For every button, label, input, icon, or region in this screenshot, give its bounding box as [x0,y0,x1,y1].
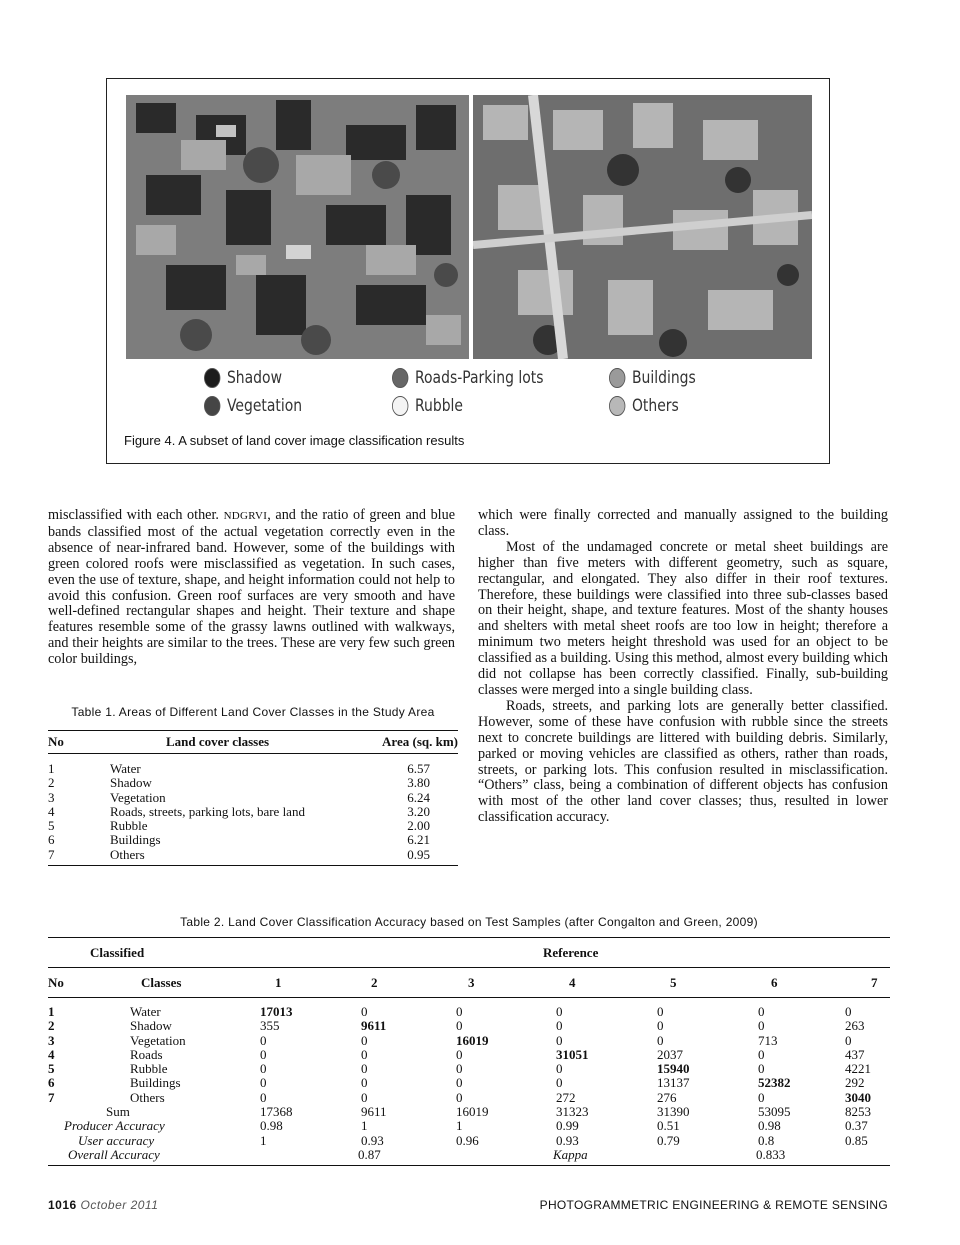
cell-no: 5 [48,1061,55,1077]
table2-row [48,1062,890,1076]
figure-legend [126,363,812,423]
cell-no: 4 [48,1046,55,1062]
column-header: 2 [371,975,378,990]
cell-value: 52382 [758,1075,791,1091]
left-column-text [48,508,455,668]
header-no: No [48,734,64,749]
column-header: 5 [670,975,677,990]
cell-value: 0.99 [556,1118,579,1134]
legend-rubble [392,393,463,419]
classified-map-image [126,95,469,359]
cell-value: 0 [456,1018,463,1034]
cell-area: 3.80 [407,775,430,791]
overall-value: 0.87 [358,1146,381,1162]
table1-row [48,791,458,805]
cell-area: 2.00 [407,818,430,834]
legend-label: Vegetation [226,396,303,416]
legend-label: Roads-Parking lots [414,368,544,388]
page-number: 1016 [48,1198,77,1212]
reference-header: Reference [543,945,599,960]
table1-row [48,776,458,790]
cell-value: 1 [260,1132,267,1148]
dark-gray-dot-icon [204,396,220,416]
cell-value: 4221 [845,1061,871,1077]
text-run: , and the ratio of green and blue bands classified most of the actual vegetation correctly even in the absence of near-infrared band. However, some of the buildings with green colored roofs were misclassified as vegetation. In such cases, even the use of texture, shape, and height information could not help to avoid this confusion. Green roof surfaces are very smooth and have well-defined rectangular shapes and height. Their texture and shape features resemble some of the grassy lawns outlined with walkways, and their heights are similar to the trees. These are very few such green color buildings, [48,507,455,668]
cell-no: 1 [48,761,55,776]
table2-overall-row [48,1148,890,1162]
cell-no: 7 [48,846,55,862]
cell-value: 0 [361,1032,368,1048]
cell-area: 0.95 [407,846,430,862]
cell-area: 6.21 [407,832,430,848]
pale-gray-dot-icon [609,396,625,416]
table2-row [48,1091,890,1105]
table1-body [48,762,458,862]
kappa-value: 0.833 [756,1146,786,1162]
cell-value: 0 [556,1018,563,1034]
table2-row [48,1019,890,1033]
paragraph: which were finally corrected and manually assigned to the building class. [478,507,888,539]
cell-value: 0 [556,1004,563,1019]
cell-value: 0 [758,1018,765,1034]
table1-row [48,848,458,862]
cell-value: 2037 [657,1046,683,1062]
aerial-photo-image [473,95,812,359]
table2-summary-row [48,1105,890,1119]
cell-value: 0 [657,1018,664,1034]
cell-value: 0 [758,1061,765,1077]
cell-value: 0 [758,1089,765,1105]
cell-value: 0.93 [556,1132,579,1148]
legend-vegetation [204,393,302,419]
cell-value: 0 [456,1046,463,1062]
classified-header: Classified [90,945,145,960]
cell-value: 0.96 [456,1132,479,1148]
cell-value: 9611 [361,1018,387,1034]
table1 [48,730,458,866]
cell-value: 437 [845,1046,865,1062]
table2-column-header [48,968,890,997]
cell-no: 2 [48,775,55,791]
cell-value: 0 [260,1075,267,1091]
cell-value: 0 [361,1089,368,1105]
cell-class: Buildings [110,832,161,848]
row-label: Producer Accuracy [64,1118,165,1134]
cell-value: 0.98 [758,1118,781,1134]
cell-value: 0 [260,1089,267,1105]
table1-row [48,833,458,847]
cell-class: Rubble [130,1061,168,1077]
table2-row [48,1034,890,1048]
cell-value: 713 [758,1032,778,1048]
cell-value: 0 [361,1004,368,1019]
cell-no: 5 [48,818,55,834]
cell-value: 3040 [845,1089,871,1105]
cell-value: 16019 [456,1104,489,1120]
light-gray-dot-icon [609,368,625,388]
table2-group-header [48,938,890,967]
table1-title: Table 1. Areas of Different Land Cover Classes in the Study Area [71,705,435,719]
cell-value: 15940 [657,1061,690,1077]
journal-name: PHOTOGRAMMETRIC ENGINEERING & REMOTE SENSING [539,1198,888,1212]
cell-value: 31051 [556,1046,589,1062]
column-header: Classes [141,975,182,990]
cell-value: 0 [456,1075,463,1091]
table2-summary-row [48,1119,890,1133]
cell-value: 263 [845,1018,865,1034]
legend-buildings [609,365,696,391]
cell-no: 1 [48,1004,55,1019]
legend-label: Shadow [226,368,282,388]
cell-value: 0.51 [657,1118,680,1134]
cell-no: 7 [48,1089,55,1105]
legend-label: Rubble [414,396,464,416]
cell-value: 13137 [657,1075,690,1091]
header-area: Area (sq. km) [382,734,458,749]
acronym: NDGRVI [223,510,268,522]
cell-value: 0 [260,1032,267,1048]
column-header: 3 [468,975,475,990]
table1-row [48,762,458,776]
cell-value: 8253 [845,1104,871,1120]
black-dot-icon [204,368,220,388]
table2-body [48,1005,890,1162]
table2-summary-row [48,1134,890,1148]
cell-value: 0 [361,1075,368,1091]
cell-value: 17013 [260,1004,293,1019]
header-classes: Land cover classes [166,734,270,749]
cell-value: 0 [657,1032,664,1048]
column-header: 7 [871,975,878,990]
kappa-label: Kappa [553,1146,588,1162]
cell-value: 0 [260,1046,267,1062]
cell-value: 276 [657,1089,677,1105]
cell-value: 1 [456,1118,463,1134]
text-run: misclassified with each other. [48,507,219,523]
cell-value: 53095 [758,1104,791,1120]
cell-value: 292 [845,1075,865,1091]
cell-value: 0 [758,1004,765,1019]
legend-label: Others [631,396,679,416]
paragraph: Roads, streets, and parking lots are generally better classified. However, some of these have confusion with rubble since the streets next to concrete buildings are littered with building debris. Similarly, parked or moving vehicles are classified as others, rather than roads, streets, or parking lots. This confusion resulted in misclassification. “Others” class, being a combination of different objects has confusion with most of the other land cover classes; thus, resulted in lower classification accuracy. [478,697,888,826]
cell-no: 2 [48,1018,55,1034]
legend-roads-parking-lots [392,365,543,391]
figure-4 [106,78,830,464]
cell-value: 355 [260,1018,280,1034]
cell-area: 3.20 [407,803,430,819]
cell-value: 0.98 [260,1118,283,1134]
cell-no: 3 [48,1032,55,1048]
paragraph: Most of the undamaged concrete or metal sheet buildings are higher than five meters with different geometry, such as square, rectangular, and elongated. They also differ in their roof textures. Therefore, these buildings were classified into three sub-classes based on their height, shape, and texture features. Most of the shanty houses and shelters with metal sheet roofs are too low in height; therefore a minimum two meters height threshold was used for an object to be classified as a building. Using this method, almost every building which did not collapse has been correctly classified. Finally, sub-building classes were merged into a single building class. [478,538,888,698]
white-dot-icon [392,396,408,416]
table1-header [48,731,458,753]
cell-class: Buildings [130,1075,181,1091]
cell-class: Roads [130,1046,163,1062]
cell-value: 0 [556,1061,563,1077]
cell-class: Vegetation [130,1032,186,1048]
cell-class: Water [130,1004,161,1019]
cell-value: 0.37 [845,1118,868,1134]
cell-class: Others [110,846,145,862]
cell-value: 272 [556,1089,576,1105]
row-label: User accuracy [78,1132,155,1148]
cell-class: Water [110,761,141,776]
legend-shadow [204,365,282,391]
cell-class: Rubble [110,818,148,834]
column-header: 4 [569,975,576,990]
cell-no: 6 [48,832,55,848]
cell-value: 0.79 [657,1132,680,1148]
table1-row [48,819,458,833]
column-header: 6 [771,975,778,990]
row-label: Sum [106,1104,130,1120]
gray-dot-icon [392,368,408,388]
figure-caption: Figure 4. A subset of land cover image classification results [124,433,465,448]
cell-area: 6.24 [407,789,430,805]
cell-value: 0 [361,1061,368,1077]
cell-no: 6 [48,1075,55,1091]
cell-value: 9611 [361,1104,387,1120]
right-column-text [478,508,888,826]
cell-value: 0 [556,1032,563,1048]
legend-others [609,393,679,419]
table2-row [48,1048,890,1062]
table2-row [48,1005,890,1019]
issue-date: October 2011 [80,1198,159,1212]
cell-class: Shadow [110,775,152,791]
cell-value: 1 [361,1118,368,1134]
page-footer-left [48,1198,158,1212]
cell-value: 0 [456,1089,463,1105]
table2-row [48,1076,890,1090]
cell-no: 4 [48,803,55,819]
cell-class: Shadow [130,1018,172,1034]
cell-class: Vegetation [110,789,166,805]
cell-class: Roads, streets, parking lots, bare land [110,803,305,819]
legend-label: Buildings [631,368,696,388]
cell-value: 16019 [456,1032,489,1048]
paragraph [48,508,455,668]
cell-value: 0 [657,1004,664,1019]
table1-row [48,805,458,819]
cell-value: 0.8 [758,1132,775,1148]
cell-no: 3 [48,789,55,805]
cell-value: 0 [845,1032,852,1048]
cell-value: 0 [260,1061,267,1077]
cell-class: Others [130,1089,165,1105]
cell-value: 0 [361,1046,368,1062]
classification-images [126,95,812,359]
column-header: No [48,975,64,990]
cell-value: 0 [556,1075,563,1091]
overall-label: Overall Accuracy [68,1146,160,1162]
cell-area: 6.57 [407,761,430,776]
table2-title: Table 2. Land Cover Classification Accuracy based on Test Samples (after Congalton and Green, 2009) [180,915,758,929]
cell-value: 0 [456,1004,463,1019]
cell-value: 0 [845,1004,852,1019]
cell-value: 0.93 [361,1132,384,1148]
cell-value: 17368 [260,1104,293,1120]
cell-value: 0 [758,1046,765,1062]
cell-value: 0 [456,1061,463,1077]
cell-value: 31323 [556,1104,589,1120]
cell-value: 31390 [657,1104,690,1120]
cell-value: 0.85 [845,1132,868,1148]
table2 [48,937,890,1166]
column-header: 1 [275,975,282,990]
